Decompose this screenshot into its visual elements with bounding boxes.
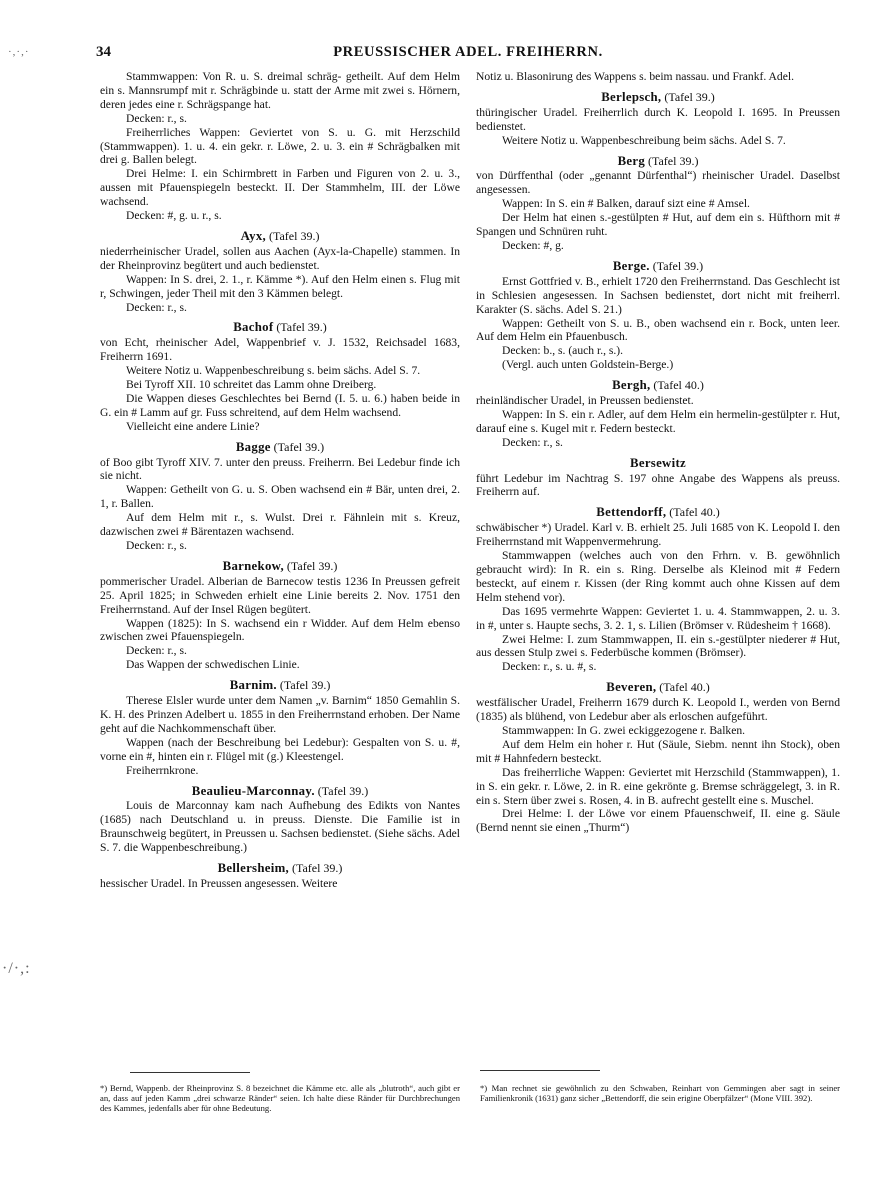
paragraph: of Boo gibt Tyroff XIV. 7. unter den preuss. Freiherrn. Bei Ledebur finde ich sie nicht. <box>100 455 460 483</box>
paragraph: Stammwappen: In G. zwei eckiggezogene r. Balken. <box>502 723 746 737</box>
entry-heading <box>476 155 840 169</box>
paragraph: Wappen (1825): In S. wachsend ein r Widder. Auf dem Helm ebenso zwischen zwei Pfauenspiegeln. <box>100 616 460 644</box>
entry-berlepsch <box>476 91 840 148</box>
tafel-ref: (Tafel 39.) <box>286 558 338 573</box>
entry-name: Bersewitz <box>630 455 686 470</box>
paragraph: Stammwappen: Von R. u. S. dreimal schräg- getheilt. Auf dem Helm ein s. Mannsrumpf mit r. Schrägbinde u. statt der Arme mit zwei s. Hörnern, deren jedes eine r. Schrägspange hat. <box>100 70 460 111</box>
paragraph: führt Ledebur im Nachtrag S. 197 ohne Angabe des Wappens als preuss. Freiherrn auf. <box>476 471 840 499</box>
entry-heading <box>476 91 840 105</box>
paragraph: Zwei Helme: I. zum Stammwappen, II. ein s.-gestülpter niederer # Hut, aus dessen Stulp zwei s. Federbüsche kommen (Brömser). <box>476 632 840 660</box>
paragraph: Drei Helme: I. ein Schirmbrett in Farben und Figuren von 2. u. 3., aussen mit Pfauenspiegeln besteckt. II. Der Stammhelm, III. der Löwe wachsend. <box>100 167 460 209</box>
paragraph: Vielleicht eine andere Linie? <box>126 419 260 433</box>
entry-heading <box>100 230 460 244</box>
tafel-ref: (Tafel 39.) <box>268 228 320 243</box>
paragraph: Weitere Notiz u. Wappenbeschreibung s. beim sächs. Adel S. 7. <box>126 364 421 378</box>
entry-name: Ayx, <box>240 228 267 243</box>
paragraph: von Dürffenthal (oder „genannt Dürfenthal“) rheinischer Uradel. Daselbst angesessen. <box>476 169 840 197</box>
entry-bagge <box>100 441 460 553</box>
footnote-right: *) Man rechnet sie gewöhnlich zu den Schwaben, Reinhart von Gemmingen aber sagt in seiner Familienkronik (1631) ganz sicher „Bettendorff, die sein erigine Oberpfälzer“ (Mone VIII. 392). <box>480 1083 840 1103</box>
tafel-ref: (Tafel 39.) <box>276 320 327 335</box>
entry-name: Beveren, <box>606 680 657 695</box>
tafel-ref: (Tafel 39.) <box>273 439 325 454</box>
entry-bersewitz <box>476 457 840 500</box>
paragraph: Decken: r., s. <box>126 111 187 125</box>
entry-name: Bachof <box>233 320 274 335</box>
footnote-left: *) Bernd, Wappenb. der Rheinprovinz S. 8 bezeichnet die Kämme etc. alle als „blutroth“, auch gibt er an, dass auf jeden Kamm „drei schwarze Ränder“ seien. Ich halte diese Ränder für Durchbrechungen des Kammes, jedenfalls aber für ohne Bedeutung. <box>100 1083 460 1113</box>
paragraph: Wappen: In S. drei, 2. 1., r. Kämme *). Auf den Helm einen s. Flug mit r, Schwingen, jeder Theil mit den 3 Kämmen belegt. <box>100 272 460 300</box>
paragraph: Decken: r., s. <box>502 435 563 449</box>
tafel-ref: (Tafel 39.) <box>647 153 699 168</box>
entry-bellersheim <box>100 862 460 891</box>
paragraph: Decken: r., s. u. #, s. <box>502 660 597 674</box>
tafel-ref: (Tafel 39.) <box>291 861 343 876</box>
paragraph: Wappen: Getheilt von S. u. B., oben wachsend ein r. Bock, unten leer. Auf dem Helm ein Pfauenbusch. <box>476 316 840 344</box>
entry-name: Beaulieu-Marconnay. <box>191 783 315 798</box>
entry-ayx <box>100 230 460 314</box>
paragraph: Decken: #, g. u. r., s. <box>126 209 222 223</box>
paragraph: Weitere Notiz u. Wappenbeschreibung beim sächs. Adel S. 7. <box>502 133 786 147</box>
entry-name: Barnekow, <box>222 558 284 573</box>
tafel-ref: (Tafel 40.) <box>653 378 704 393</box>
paragraph: schwäbischer *) Uradel. Karl v. B. erhielt 25. Juli 1685 von K. Leopold I. den Freiherrnstand mit Wappenvermehrung. <box>476 521 840 549</box>
entry-heading <box>100 441 460 455</box>
paragraph: Der Helm hat einen s.-gestülpten # Hut, auf dem ein s. Hüfthorn mit # Spangen und Schnüren ruht. <box>476 211 840 239</box>
entry-name: Bagge <box>235 439 271 454</box>
entry-beaulieu-marconnay <box>100 785 460 856</box>
entry-bergh <box>476 379 840 450</box>
paragraph: Stammwappen (welches auch von den Frhrn. v. B. gewöhnlich gebraucht wird): In R. ein s. Ring. Derselbe als Kleinod mit # Federn besteckt, auf einem r. Kissen (der Ring kommt auch ohne Kissen auf dem Helm stehend vor). <box>476 549 840 604</box>
page-number: 34 <box>96 44 111 60</box>
paragraph: rheinländischer Uradel, in Preussen bedienstet. <box>476 394 694 408</box>
entry-name: Berg <box>617 153 646 168</box>
right-column <box>476 70 840 835</box>
paragraph: westfälischer Uradel, Freiherrn 1679 durch K. Leopold I., werden von Bernd (1835) als blühend, von Ledebur aber als erloschen aufgeführt. <box>476 696 840 724</box>
entry-name: Barnim. <box>229 678 277 693</box>
entry-berge <box>476 260 840 372</box>
tafel-ref: (Tafel 39.) <box>652 258 704 273</box>
paragraph: Das Wappen der schwedischen Linie. <box>126 658 300 672</box>
paragraph: von Echt, rheinischer Adel, Wappenbrief v. J. 1532, Reichsadel 1683, Freiherrn 1691. <box>100 336 460 364</box>
entry-bettendorff <box>476 506 840 674</box>
paragraph: Bei Tyroff XII. 10 schreitet das Lamm ohne Dreiberg. <box>126 378 377 392</box>
page-header <box>96 44 840 66</box>
paragraph: Decken: r., s. <box>126 644 187 658</box>
paragraph: Auf dem Helm ein hoher r. Hut (Säule, Siebm. nennt ihn Stock), oben mit # Hahnfedern besteckt. <box>476 737 840 765</box>
paragraph: hessischer Uradel. In Preussen angesessen. Weitere <box>100 876 338 890</box>
paragraph: Drei Helme: I. der Löwe vor einem Pfauenschweif, II. eine g. Säule (Bernd nennt sie einen „Thurm“) <box>476 807 840 835</box>
entry-heading <box>476 260 840 274</box>
entry-heading <box>100 785 460 799</box>
paragraph: Das freiherrliche Wappen: Geviertet mit Herzschild (Stammwappen), 1. in S. ein gekr. r. Löwe, 2. in R. eine gekrönte g. Bremse schräggelegt, 3. in R. ein s. Stern über zwei s. Rosen, 4. in B. aufrecht gestellt eine s. Muschel. <box>476 765 840 807</box>
paragraph: Louis de Marconnay kam nach Aufhebung des Edikts von Nantes (1685) nach Deutschland u. in preuss. Dienste. Die Familie ist in Braunschweig begütert, in Preussen u. Sachsen bedienstet. (Siehe sächs. Adel S. 7. die Wappenbeschreibung.) <box>100 799 460 855</box>
entry-heading <box>100 321 460 335</box>
entry-name: Bellersheim, <box>217 861 290 876</box>
entry-heading <box>100 862 460 876</box>
paragraph: Wappen: Getheilt von G. u. S. Oben wachsend ein # Bär, unten drei, 2. 1, r. Ballen. <box>100 483 460 511</box>
paragraph: Notiz u. Blasonirung des Wappens s. beim nassau. und Frankf. Adel. <box>476 70 794 83</box>
entry-name: Bettendorff, <box>596 505 667 520</box>
entry-heading <box>476 457 840 471</box>
paragraph: thüringischer Uradel. Freiherrlich durch K. Leopold I. 1695. In Preussen bedienstet. <box>476 105 840 133</box>
tafel-ref: (Tafel 40.) <box>659 680 710 695</box>
entry-intro <box>100 70 460 223</box>
entry-heading <box>100 560 460 574</box>
paragraph: pommerischer Uradel. Alberian de Barnecow testis 1236 In Preussen gefreit 25. April 1825; in Schweden erhielt eine Linie bereits 2. Nov. 1751 den Freiherrnstand. Auf der Insel Rügen begütert. <box>100 574 460 616</box>
paragraph: Decken: b., s. (auch r., s.). <box>502 344 624 358</box>
paragraph: Decken: r., s. <box>126 300 187 314</box>
paragraph: niederrheinischer Uradel, sollen aus Aachen (Ayx-la-Chapelle) stammen. In der Rheinprovinz begütert und auch bedienstet. <box>100 244 460 272</box>
tafel-ref: (Tafel 39.) <box>279 678 331 693</box>
paragraph: Freiherrnkrone. <box>126 763 199 777</box>
paragraph: Die Wappen dieses Geschlechtes bei Bernd (I. 5. u. 6.) haben beide in G. ein # Lamm auf gr. Fuss schreitend, auf dem Helm wachsend. <box>100 391 460 419</box>
margin-mark-left: ·/·,: <box>2 960 31 977</box>
tafel-ref: (Tafel 39.) <box>664 89 715 104</box>
entry-bachof <box>100 321 460 433</box>
entry-beveren <box>476 681 840 835</box>
entry-name: Berlepsch, <box>601 89 662 104</box>
entry-barnekow <box>100 560 460 672</box>
entry-heading <box>100 679 460 693</box>
entry-berg <box>476 155 840 253</box>
footnote-rule <box>480 1070 600 1071</box>
paragraph: Decken: r., s. <box>126 539 187 552</box>
left-column <box>100 70 460 891</box>
paragraph: Wappen: In S. ein r. Adler, auf dem Helm ein hermelin-gestülpter r. Hut, darauf eine s. Kugel mit r. Federn besteckt. <box>476 407 840 435</box>
paragraph: Das 1695 vermehrte Wappen: Geviertet 1. u. 4. Stammwappen, 2. u. 3. in #, unter s. Haupte sechs, 3. 2. 1, s. Lilien (Brömser v. Rüdesheim † 1668). <box>476 604 840 632</box>
entry-barnim <box>100 679 460 777</box>
tafel-ref: (Tafel 40.) <box>669 505 720 520</box>
footnote-rule <box>130 1072 250 1073</box>
paragraph: Auf dem Helm mit r., s. Wulst. Drei r. Fähnlein mit s. Kreuz, dazwischen zwei # Bärentazen wachsend. <box>100 511 460 539</box>
paragraph: Wappen (nach der Beschreibung bei Ledebur): Gespalten von S. u. #, vorne ein #, hinten ein r. Flügel mit (g.) Kleestengel. <box>100 735 460 763</box>
paragraph: Wappen: In S. ein # Balken, darauf sizt eine # Amsel. <box>502 197 750 211</box>
entry-heading <box>476 681 840 695</box>
entry-name: Bergh, <box>612 378 651 393</box>
running-head: PREUSSISCHER ADEL. FREIHERRN. <box>333 44 603 60</box>
paragraph: Freiherrliches Wappen: Geviertet von S. u. G. mit Herzschild (Stammwappen). 1. u. 4. ein gekr. r. Löwe, 2. u. 3. ein # Schrägbalken mit drei g. Ballen belegt. <box>100 125 460 167</box>
paragraph: Therese Elsler wurde unter dem Namen „v. Barnim“ 1850 Gemahlin S. K. H. des Prinzen Adelbert u. 1855 in den Freiherrnstand erhoben. Der Name geht auf die Nachkommenschaft über. <box>100 694 460 735</box>
entry-heading <box>476 506 840 520</box>
tafel-ref: (Tafel 39.) <box>317 783 369 798</box>
margin-mark-top: ·,·,· <box>8 46 30 58</box>
entry-name: Berge. <box>612 258 650 273</box>
paragraph: Decken: #, g. <box>502 238 564 252</box>
paragraph: (Vergl. auch unten Goldstein-Berge.) <box>502 358 674 372</box>
paragraph: Ernst Gottfried v. B., erhielt 1720 den Freiherrnstand. Das Geschlecht ist in Schlesien angesessen. In Sachsen bedienstet, dort nicht mit freiherrl. Karakter (S. sächs. Adel S. 21.) <box>476 274 840 316</box>
entry-heading <box>476 379 840 393</box>
